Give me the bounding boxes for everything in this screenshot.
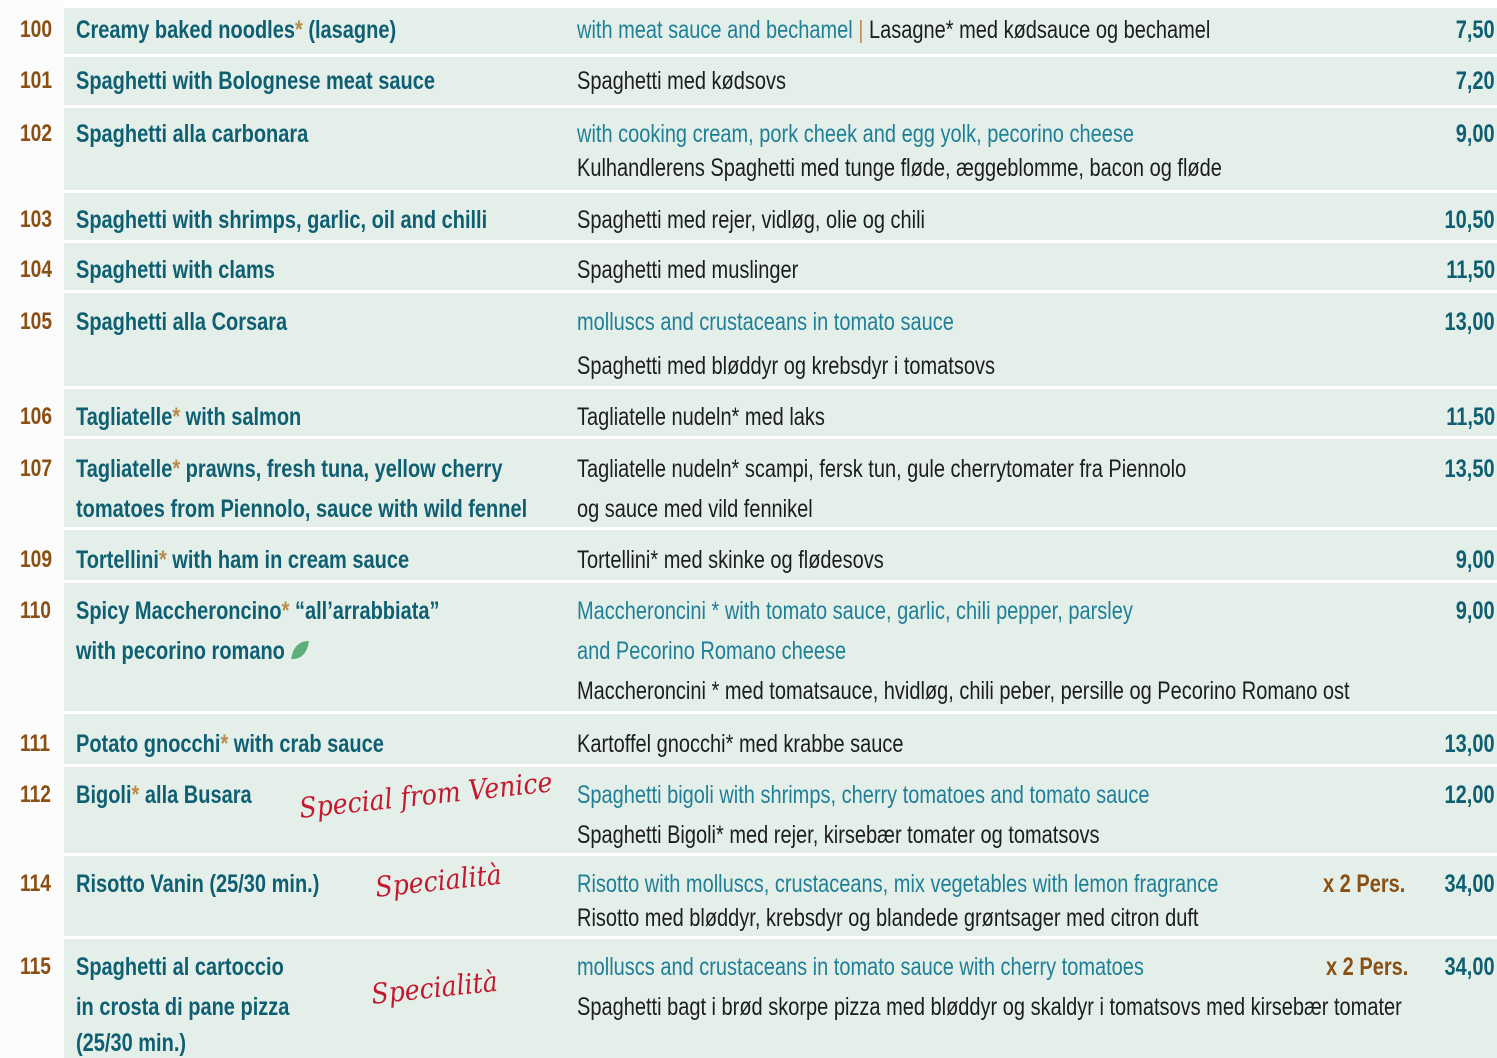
item-price: 7,50	[1456, 16, 1495, 44]
item-price: 11,50	[1446, 403, 1495, 431]
danish-description: Spaghetti med muslinger	[577, 256, 799, 284]
item-title-line-2: tomatoes from Piennolo, sauce with wild fennel	[76, 495, 528, 523]
danish-description: Lasagne* med kødsauce og bechamel	[869, 16, 1211, 44]
item-number: 104	[20, 256, 53, 283]
english-description: Spaghetti bigoli with shrimps, cherry tomatoes and tomato sauce	[577, 781, 1150, 809]
item-title-line-2: in crosta di pane pizza	[76, 993, 290, 1021]
item-title-line-1: Tagliatelle* prawns, fresh tuna, yellow cherry	[76, 455, 503, 483]
english-description: molluscs and crustaceans in tomato sauce with cherry tomatoes	[577, 953, 1144, 981]
danish-description: Spaghetti med kødsovs	[577, 67, 786, 95]
english-description-line-1: Maccheroncini * with tomato sauce, garlic, chili pepper, parsley	[577, 597, 1133, 625]
item-price: 9,00	[1456, 120, 1495, 148]
english-description: Risotto with molluscs, crustaceans, mix vegetables with lemon fragrance	[577, 870, 1219, 898]
item-title: Spaghetti with Bolognese meat sauce	[76, 67, 435, 95]
item-title: Potato gnocchi* with crab sauce	[76, 730, 384, 758]
leaf-icon	[290, 639, 311, 666]
danish-description: Spaghetti med rejer, vidløg, olie og chili	[577, 206, 925, 234]
item-price: 9,00	[1456, 597, 1495, 625]
item-description	[577, 18, 1210, 43]
menu-row	[0, 856, 1497, 936]
danish-description-line-1: Tagliatelle nudeln* scampi, fersk tun, gule cherrytomater fra Piennolo	[577, 455, 1187, 483]
menu-row	[0, 293, 1497, 386]
item-title: Risotto Vanin (25/30 min.)	[76, 870, 320, 898]
separator: |	[852, 16, 870, 44]
danish-description: Tortellini* med skinke og flødesovs	[577, 546, 884, 574]
item-number: 112	[20, 781, 51, 808]
item-number: 101	[20, 67, 53, 94]
item-price: 34,00	[1444, 953, 1495, 981]
portion-note: x 2 Pers.	[1326, 953, 1409, 981]
specialita-script: Specialità	[369, 964, 500, 1011]
menu-row	[0, 193, 1497, 240]
item-number: 107	[20, 455, 53, 482]
item-price: 10,50	[1444, 206, 1495, 234]
danish-description: Spaghetti med bløddyr og krebsdyr i tomatsovs	[577, 352, 995, 380]
english-description: with cooking cream, pork cheek and egg yolk, pecorino cheese	[577, 120, 1134, 148]
item-title: Spaghetti alla carbonara	[76, 120, 309, 148]
english-description: with meat sauce and bechamel	[577, 16, 853, 44]
menu-row	[0, 583, 1497, 711]
item-price: 11,50	[1446, 256, 1495, 284]
danish-description: Tagliatelle nudeln* med laks	[577, 403, 825, 431]
item-title: Creamy baked noodles* (lasagne)	[76, 16, 397, 44]
menu-row	[0, 767, 1497, 853]
item-price: 34,00	[1444, 870, 1495, 898]
item-price: 13,00	[1444, 730, 1495, 758]
danish-description: Risotto med bløddyr, krebsdyr og blandede grøntsager med citron duft	[577, 904, 1199, 932]
menu-row	[0, 939, 1497, 1058]
item-title: Spaghetti alla Corsara	[76, 308, 288, 336]
item-number: 105	[20, 308, 53, 335]
item-title: Bigoli* alla Busara	[76, 781, 252, 809]
item-title-line-1: Spicy Maccheroncino* “all’arrabbiata”	[76, 597, 440, 625]
item-title-line-2	[76, 639, 311, 666]
item-number: 110	[20, 597, 51, 624]
english-description: molluscs and crustaceans in tomato sauce	[577, 308, 954, 336]
english-description-line-2: and Pecorino Romano cheese	[577, 637, 847, 665]
item-price: 12,00	[1444, 781, 1495, 809]
menu-row	[0, 439, 1497, 527]
special-from-venice-script: Special from Venice	[297, 765, 554, 825]
item-title-line-1: Spaghetti al cartoccio	[76, 953, 284, 981]
item-number: 102	[20, 120, 53, 147]
item-title: Tortellini* with ham in cream sauce	[76, 546, 410, 574]
item-price: 13,00	[1444, 308, 1495, 336]
item-number: 100	[20, 16, 53, 43]
item-title: Spaghetti with clams	[76, 256, 275, 284]
item-title: Spaghetti with shrimps, garlic, oil and chilli	[76, 206, 488, 234]
item-title-line-3: (25/30 min.)	[76, 1029, 187, 1057]
item-price: 9,00	[1456, 546, 1495, 574]
danish-description: Spaghetti Bigoli* med rejer, kirsebær tomater og tomatsovs	[577, 821, 1100, 849]
menu-row	[0, 57, 1497, 105]
item-number: 109	[20, 546, 53, 573]
menu-row	[0, 714, 1497, 764]
menu-row	[0, 389, 1497, 436]
menu-row	[0, 243, 1497, 290]
title-text: with pecorino romano	[76, 637, 285, 666]
danish-description: Maccheroncini * med tomatsauce, hvidløg, chili peber, persille og Pecorino Romano ost	[577, 677, 1350, 705]
specialita-script: Specialità	[373, 857, 504, 904]
item-number: 106	[20, 403, 53, 430]
portion-note: x 2 Pers.	[1323, 870, 1406, 898]
menu-row	[0, 108, 1497, 190]
menu-row	[0, 8, 1497, 54]
item-number: 111	[20, 730, 50, 757]
item-number: 114	[20, 870, 51, 897]
danish-description: Kartoffel gnocchi* med krabbe sauce	[577, 730, 904, 758]
item-price: 13,50	[1444, 455, 1495, 483]
item-price: 7,20	[1456, 67, 1495, 95]
menu-row	[0, 530, 1497, 580]
item-number: 103	[20, 206, 53, 233]
item-title: Tagliatelle* with salmon	[76, 403, 302, 431]
item-number: 115	[20, 953, 51, 980]
danish-description: Spaghetti bagt i brød skorpe pizza med bløddyr og skaldyr i tomatsovs med kirsebær tomater	[577, 993, 1402, 1021]
danish-description-line-2: og sauce med vild fennikel	[577, 495, 813, 523]
danish-description: Kulhandlerens Spaghetti med tunge fløde, æggeblomme, bacon og fløde	[577, 154, 1222, 182]
